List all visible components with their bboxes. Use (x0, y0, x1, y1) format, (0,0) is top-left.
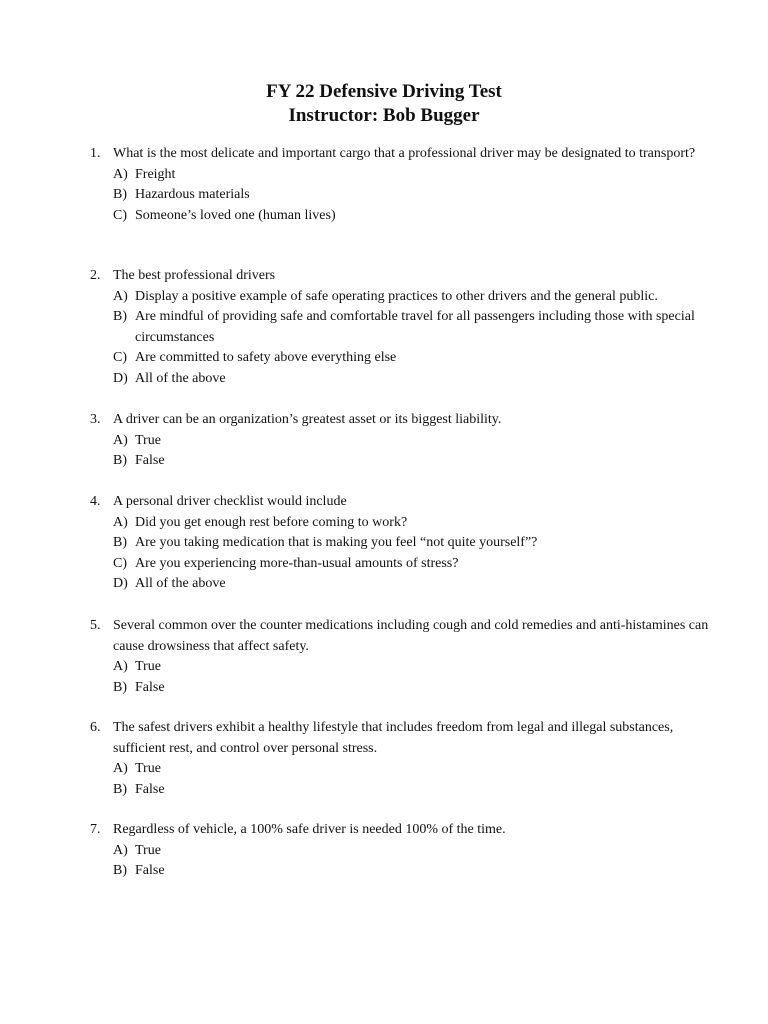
option-text: True (135, 659, 161, 674)
option-text: All of the above (135, 370, 226, 386)
question-text: Several common over the counter medications including cough and cold remedies and anti-histamines can cause drowsiness that affect safety. (113, 618, 709, 654)
question-number: 3. (90, 412, 101, 427)
option-letter: B) (113, 781, 127, 797)
answer-option (90, 307, 730, 348)
question-text: A driver can be an organization’s greatest asset or its biggest liability. (113, 412, 502, 427)
answer-option (90, 554, 730, 575)
answer-option (90, 348, 730, 369)
option-text: True (135, 842, 161, 858)
option-letter: A) (113, 166, 128, 182)
question-text: What is the most delicate and important cargo that a professional driver may be designated to transport? (113, 146, 696, 161)
question-7 (90, 820, 730, 882)
answer-options (90, 431, 730, 472)
option-letter: A) (113, 432, 128, 448)
option-letter: B) (113, 535, 127, 550)
answer-option (90, 678, 730, 699)
option-letter: A) (113, 659, 128, 674)
answer-option (90, 657, 730, 678)
answer-options (90, 657, 730, 698)
question-number: 7. (90, 822, 101, 837)
option-text: Display a positive example of safe operating practices to other drivers and the general public. (135, 288, 658, 304)
option-text: All of the above (135, 576, 226, 591)
option-letter: B) (113, 453, 127, 468)
document-title: FY 22 Defensive Driving Test (266, 81, 502, 102)
option-letter: A) (113, 842, 128, 858)
option-text: Are mindful of providing safe and comfortable travel for all passengers including those with special circumstances (135, 309, 695, 345)
answer-option (90, 206, 730, 227)
answer-option (90, 431, 730, 452)
question-1 (90, 144, 730, 226)
option-letter: D) (113, 576, 128, 591)
answer-option (90, 841, 730, 862)
answer-options (90, 759, 730, 800)
answer-option (90, 185, 730, 206)
question-6 (90, 718, 730, 800)
question-number: 6. (90, 720, 101, 735)
option-text: False (135, 453, 165, 468)
option-text: Freight (135, 166, 176, 182)
answer-option (90, 287, 730, 308)
option-letter: B) (113, 187, 127, 202)
option-letter: C) (113, 350, 127, 365)
option-text: False (135, 781, 165, 797)
answer-option (90, 759, 730, 780)
option-letter: A) (113, 514, 128, 530)
answer-option (90, 451, 730, 472)
option-text: Are committed to safety above everything else (135, 350, 397, 365)
answer-option (90, 574, 730, 595)
answer-option (90, 861, 730, 882)
question-4 (90, 492, 730, 595)
question-2 (90, 266, 730, 389)
answer-options (90, 841, 730, 882)
question-number: 2. (90, 268, 101, 283)
option-letter: B) (113, 309, 127, 324)
answer-option (90, 533, 730, 554)
option-text: False (135, 863, 165, 878)
question-number: 1. (90, 146, 101, 161)
option-letter: B) (113, 679, 127, 695)
option-letter: A) (113, 288, 128, 304)
answer-options (90, 165, 730, 227)
option-letter: B) (113, 863, 127, 878)
option-text: Hazardous materials (135, 187, 250, 202)
instructor-name: Instructor: Bob Bugger (288, 105, 480, 126)
option-text: True (135, 761, 161, 776)
answer-options (90, 513, 730, 595)
answer-option (90, 780, 730, 801)
option-text: Did you get enough rest before coming to work? (135, 514, 408, 530)
answer-option (90, 369, 730, 390)
question-5 (90, 616, 730, 698)
option-text: False (135, 679, 165, 695)
option-letter: C) (113, 207, 127, 223)
question-text: The safest drivers exhibit a healthy lifestyle that includes freedom from legal and illegal substances, sufficient rest, and control over personal stress. (113, 720, 674, 756)
answer-option (90, 165, 730, 186)
option-letter: A) (113, 761, 128, 776)
option-text: Someone’s loved one (human lives) (135, 207, 336, 223)
option-text: Are you taking medication that is making you feel “not quite yourself”? (135, 535, 538, 550)
option-text: True (135, 432, 161, 448)
question-text: A personal driver checklist would include (113, 494, 347, 509)
answer-options (90, 287, 730, 390)
question-text: The best professional drivers (113, 268, 276, 283)
option-letter: D) (113, 370, 128, 386)
answer-option (90, 513, 730, 534)
option-letter: C) (113, 555, 127, 571)
question-number: 5. (90, 618, 101, 633)
question-3 (90, 410, 730, 472)
option-text: Are you experiencing more-than-usual amounts of stress? (135, 555, 459, 571)
question-text: Regardless of vehicle, a 100% safe driver is needed 100% of the time. (113, 822, 506, 837)
question-number: 4. (90, 494, 101, 509)
